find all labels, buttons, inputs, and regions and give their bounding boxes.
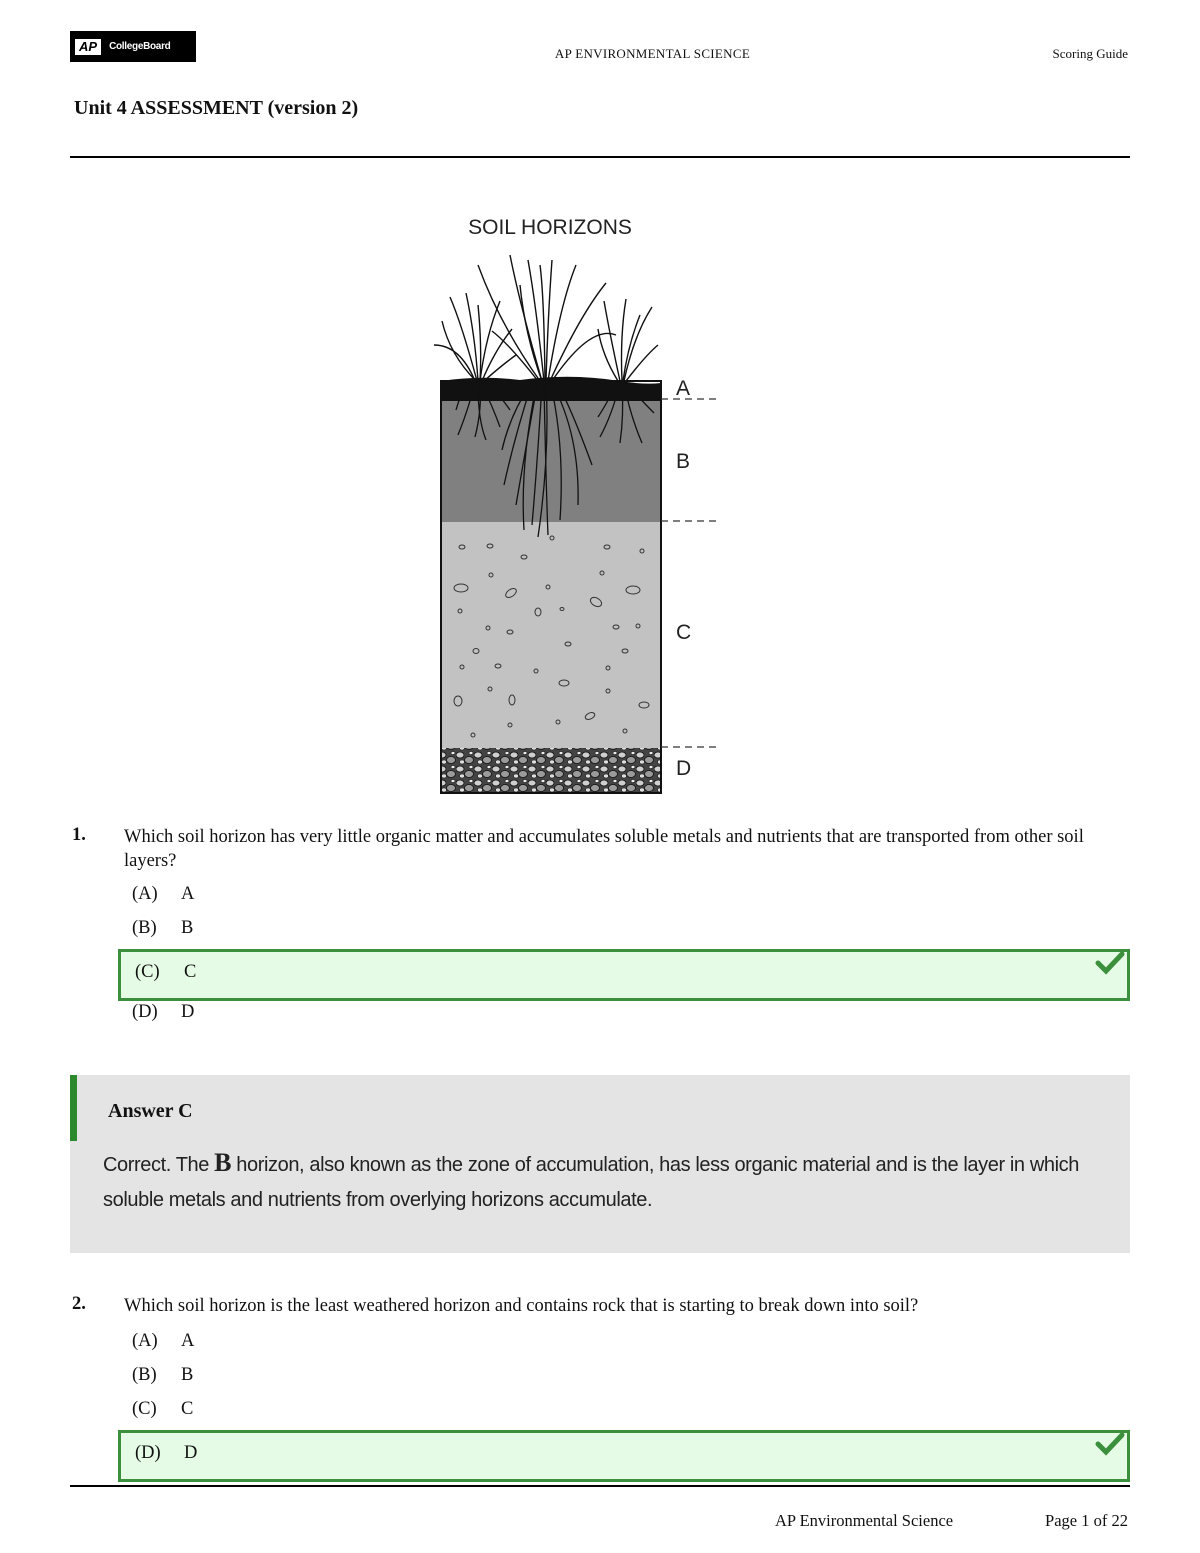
answer-accent-bar [70, 1075, 77, 1141]
answer-text-prefix: Correct. The [103, 1154, 215, 1176]
option-label: (A) [132, 1331, 158, 1351]
answer-explanation [103, 1145, 1083, 1218]
q2-option-b[interactable] [118, 1359, 1130, 1393]
horizon-label-d: D [676, 757, 692, 780]
option-label: (C) [132, 1399, 157, 1419]
header-course-title: AP ENVIRONMENTAL SCIENCE [554, 46, 751, 61]
answer-explanation-box [70, 1075, 1130, 1253]
page-number: Page 1 of 22 [1045, 1511, 1128, 1530]
option-value: D [184, 1443, 198, 1463]
option-value: B [181, 918, 194, 938]
option-value: C [181, 1399, 194, 1419]
answer-text-suffix: horizon, also known as the zone of accumulation, has less organic material and is the layer in which soluble metals and nutrients from overlying horizons accumulate. [103, 1154, 1079, 1211]
option-value: A [181, 884, 195, 904]
checkmark-icon [1095, 1431, 1125, 1457]
question-text: Which soil horizon has very little organic matter and accumulates soluble metals and nutrients that are transported from other soil layers? [124, 827, 1084, 871]
answer-highlight-letter: B [214, 1148, 232, 1177]
question-number: 1. [72, 825, 86, 845]
option-value: D [181, 1002, 195, 1022]
option-value: A [181, 1331, 195, 1351]
footer-divider [70, 1485, 1130, 1487]
horizon-boundaries [661, 399, 720, 747]
horizon-d-layer [441, 748, 661, 793]
horizon-label-b: B [676, 450, 691, 473]
question-1 [72, 825, 1130, 873]
unit-title: Unit 4 ASSESSMENT (version 2) [74, 97, 359, 119]
grass-plants [434, 255, 658, 381]
question-2 [72, 1294, 1130, 1318]
option-label: (A) [132, 884, 158, 904]
question-text: Which soil horizon is the least weathered horizon and contains rock that is starting to break down into soil? [124, 1296, 919, 1316]
footer-subject: AP Environmental Science [775, 1511, 954, 1530]
q1-option-d[interactable] [118, 996, 1130, 1030]
figure-title: SOIL HORIZONS [468, 216, 632, 239]
question-number: 2. [72, 1294, 86, 1314]
header-divider [70, 156, 1130, 158]
q1-option-b[interactable] [118, 912, 1130, 946]
logo-ap-text: AP [75, 39, 101, 55]
horizon-label-c: C [676, 621, 692, 644]
option-label: (C) [135, 962, 160, 982]
q2-option-c[interactable] [118, 1393, 1130, 1427]
option-value: C [184, 962, 197, 982]
answer-title: Answer C [108, 1100, 193, 1122]
q1-option-a[interactable] [118, 878, 1130, 912]
option-label: (B) [132, 1365, 157, 1385]
q2-option-d-correct[interactable] [118, 1430, 1130, 1482]
option-label: (D) [132, 1002, 158, 1022]
horizon-c-layer [441, 522, 661, 748]
header-scoring-guide: Scoring Guide [1052, 46, 1128, 61]
horizon-b-layer [441, 397, 661, 522]
option-value: B [181, 1365, 194, 1385]
q1-option-c-correct[interactable] [118, 949, 1130, 1001]
soil-horizons-figure [420, 205, 740, 805]
q2-option-a[interactable] [118, 1325, 1130, 1359]
checkmark-icon [1095, 950, 1125, 976]
horizon-label-a: A [676, 377, 691, 400]
soil-horizons-diagram [420, 205, 740, 805]
logo-collegeboard-text: CollegeBoard [109, 41, 171, 52]
option-label: (D) [135, 1443, 161, 1463]
option-label: (B) [132, 918, 157, 938]
